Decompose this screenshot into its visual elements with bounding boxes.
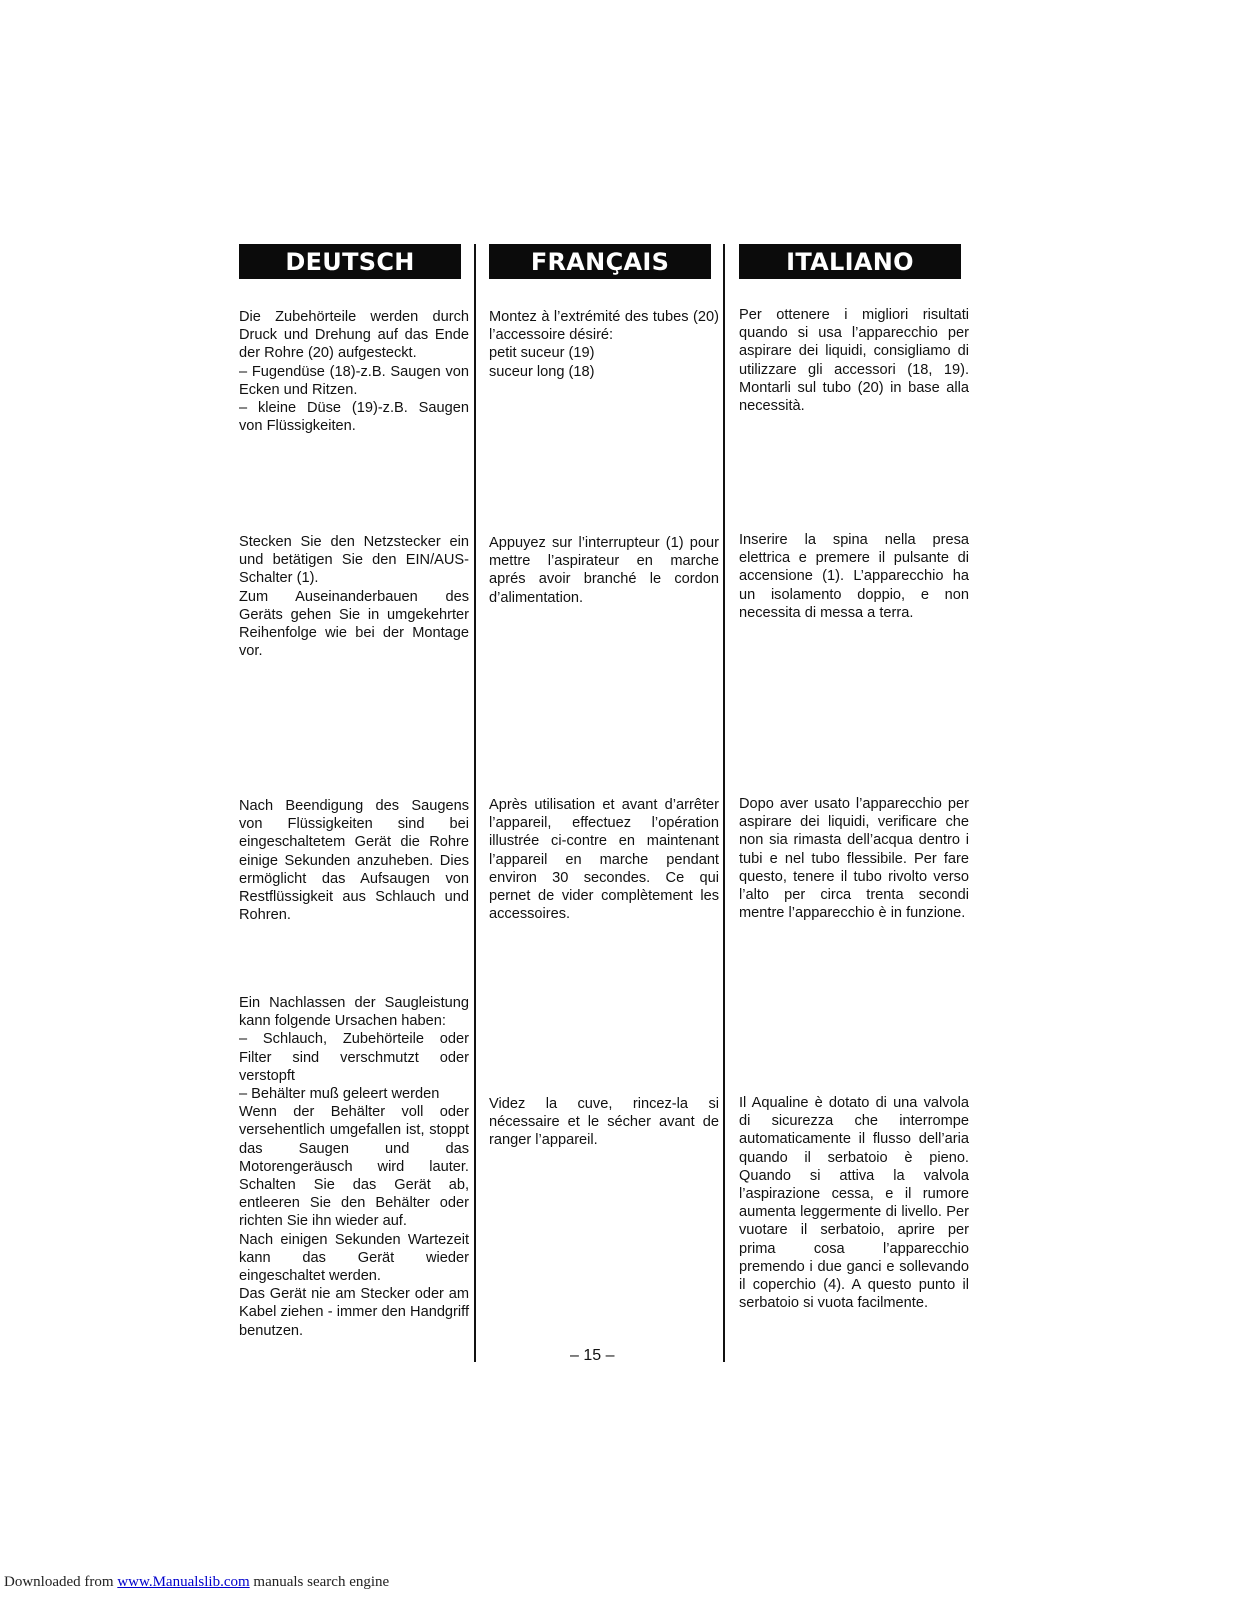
footer-suffix: manuals search engine	[249, 1574, 390, 1590]
page-number: – 15 –	[570, 1347, 615, 1364]
manualslib-link[interactable]: www.Manualslib.com	[117, 1574, 250, 1590]
footer-prefix: Downloaded from	[4, 1574, 118, 1590]
deutsch-paragraph-troubleshooting: Ein Nachlassen der Saugleistung kann folgende Ursachen haben: – Schlauch, Zubehörteile oder Filter sind verschmutzt oder verstopft – Behälter muß geleert werden Wenn der Behälter voll oder versehentlich umgefallen ist, stoppt das Saugen und das Motorengeräusch wird lauter. Schalten Sie das Gerät ab, entleeren Sie den Behälter oder richten Sie ihn wieder auf. Nach einigen Sekunden Wartezeit kann das Gerät wieder eingeschaltet werden. Das Gerät nie am Stecker oder am Kabel ziehen - immer den Handgriff benutzen.	[239, 995, 469, 1339]
italiano-paragraph-after-use: Dopo aver usato l’apparecchio per aspirare dei liquidi, verificare che non sia rimasta dell’acqua dentro i tubi e nel tubo flessibile. Per fare questo, tenere il tubo rivolto verso l’alto per circa trenta secondi mentre l’apparecchio è in funzione.	[739, 796, 969, 922]
italiano-paragraph-safety-valve: Il Aqualine è dotato di una valvola di sicurezza che interrompe automaticamente il flusso dell’aria quando il serbatoio è pieno. Quando si attiva la valvola l’aspirazione cessa, e il rumore aumenta leggermente di livello. Per vuotare il serbatoio, aprire per prima cosa l’apparecchio premendo i due ganci e sollevando il coperchio (4). A questo punto il serbatoio si vuota facilmente.	[739, 1095, 969, 1312]
header-deutsch: DEUTSCH	[239, 244, 461, 279]
header-italiano: ITALIANO	[739, 244, 961, 279]
column-divider	[723, 244, 725, 1362]
francais-paragraph-after-use: Après utilisation et avant d’arrêter l’appareil, effectuez l’opération illustrée ci-contre en maintenant l’appareil en marche pendant environ 30 secondes. Ce qui pernet de vider complètement les accessoires.	[489, 797, 719, 923]
italiano-paragraph-accessories: Per ottenere i migliori risultati quando si usa l’apparecchio per aspirare dei liquidi, consigliamo di utilizzare gli accessori (18, 19). Montarli sul tubo (20) in base alla necessità.	[739, 307, 969, 415]
header-francais: FRANÇAIS	[489, 244, 711, 279]
deutsch-paragraph-after-use: Nach Beendigung des Saugens von Flüssigkeiten sind bei eingeschaltetem Gerät die Rohre einige Sekunden anzuheben. Dies ermöglicht das Aufsaugen von Restflüssigkeit aus Schlauch und Rohren.	[239, 798, 469, 924]
francais-paragraph-power: Appuyez sur l’interrupteur (1) pour mettre l’aspirateur en marche aprés avoir branché le cordon d’alimentation.	[489, 535, 719, 606]
francais-paragraph-accessories: Montez à l’extrémité des tubes (20) l’accessoire désiré: petit suceur (19) suceur long (18)	[489, 309, 719, 380]
italiano-paragraph-power: Inserire la spina nella presa elettrica e premere il pulsante di accensione (1). L’apparecchio ha un isolamento doppio, e non necessita di messa a terra.	[739, 532, 969, 621]
deutsch-paragraph-accessories: Die Zubehörteile werden durch Druck und Drehung auf das Ende der Rohre (20) aufgesteckt. – Fugendüse (18)-z.B. Saugen von Ecken und Ritzen. – kleine Düse (19)-z.B. Saugen von Flüssigkeiten.	[239, 309, 469, 435]
francais-paragraph-emptying: Videz la cuve, rincez-la si nécessaire et le sécher avant de ranger l’appareil.	[489, 1096, 719, 1149]
column-divider	[474, 244, 476, 1362]
deutsch-paragraph-power: Stecken Sie den Netzstecker ein und betätigen Sie den EIN/AUS-Schalter (1). Zum Auseinanderbauen des Geräts gehen Sie in umgekehrter Reihenfolge wie bei der Montage vor.	[239, 534, 469, 660]
footer	[4, 1574, 389, 1591]
